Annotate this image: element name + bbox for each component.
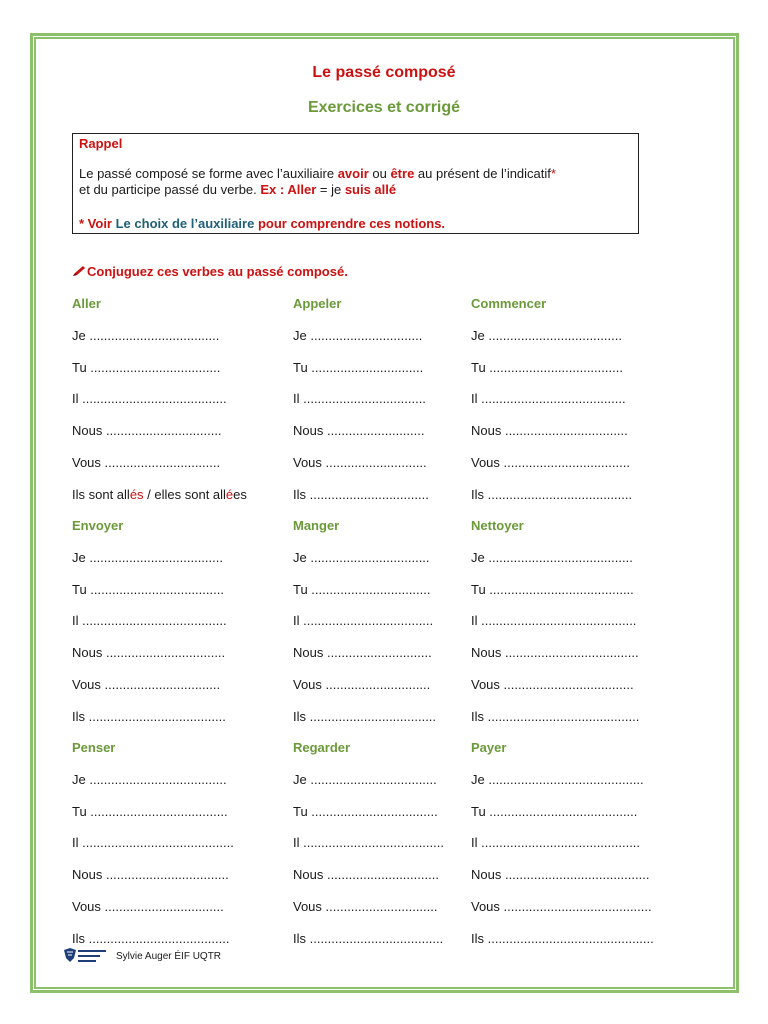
rappel-see: * Voir	[79, 216, 116, 231]
rappel-text: Le passé composé se forme avec l’auxiliaire	[79, 166, 338, 181]
footer-author: Sylvie Auger ÉIF UQTR	[116, 950, 222, 962]
rappel-text: et du participe passé du verbe.	[79, 182, 261, 197]
conjugation-blank[interactable]: Je ...........................................	[471, 772, 644, 787]
pencil-icon	[72, 265, 86, 277]
verb-heading: Commencer	[471, 296, 547, 311]
verb-heading: Regarder	[293, 740, 351, 755]
verb-heading: Nettoyer	[471, 518, 524, 533]
conjugation-blank[interactable]: Je ......................................	[72, 772, 227, 787]
auxiliaire-link[interactable]: Le choix de l’auxiliaire	[115, 216, 255, 231]
rappel-box	[72, 133, 639, 234]
conjugation-blank[interactable]: Il ........................................	[471, 391, 626, 407]
conjugation-blank[interactable]: Nous ...........................	[293, 423, 425, 439]
example-text: es	[233, 486, 247, 502]
conjugation-blank[interactable]: Tu .................................	[293, 581, 431, 597]
example-text: / elles sont all	[143, 486, 226, 502]
conjugation-blank[interactable]: Il ..........................................	[72, 835, 234, 851]
conjugation-blank[interactable]: Nous .............................	[293, 645, 432, 661]
footer	[62, 946, 221, 966]
rappel-text: au présent de l’indicatif	[414, 166, 551, 181]
conjugation-blank[interactable]: Ils ...................................	[293, 708, 437, 724]
conjugation-blank[interactable]: Ils ..............................................	[471, 930, 654, 946]
conjugation-blank[interactable]: Tu .....................................	[72, 581, 224, 597]
conjugation-blank[interactable]: Je ...............................	[293, 328, 423, 343]
conjugation-blank[interactable]: Je ...................................	[293, 772, 437, 787]
conjugation-blank[interactable]: Il .......................................	[293, 835, 444, 851]
rappel-text: ou	[368, 166, 391, 181]
rappel-text: = je	[316, 182, 345, 197]
conjugation-blank[interactable]: Nous ..................................	[72, 867, 229, 883]
conjugation-blank[interactable]: Vous ................................	[72, 454, 221, 470]
agreement-ending: é	[225, 486, 234, 502]
conjugation-blank[interactable]: Tu ........................................	[471, 581, 634, 597]
rappel-etre: être	[390, 166, 415, 181]
rappel-heading: Rappel	[79, 136, 123, 151]
page-title: Le passé composé	[312, 64, 456, 81]
conjugation-blank[interactable]: Il ....................................	[293, 613, 434, 629]
conjugation-blank[interactable]: Vous .................................	[72, 898, 224, 914]
conjugation-blank[interactable]: Je .....................................	[72, 550, 223, 565]
conjugation-blank[interactable]: Il ........................................	[72, 613, 227, 629]
conjugation-blank[interactable]: Vous ...................................	[471, 454, 630, 470]
verb-heading: Aller	[72, 296, 101, 311]
rappel-line-3	[79, 216, 445, 232]
conjugation-example	[72, 487, 247, 502]
conjugation-blank[interactable]: Nous .....................................	[471, 645, 639, 661]
conjugation-blank[interactable]: Tu .........................................	[471, 803, 638, 819]
conjugation-blank[interactable]: Tu ...................................	[293, 803, 438, 819]
conjugation-blank[interactable]: Vous ............................	[293, 454, 427, 470]
rappel-line-1	[79, 166, 556, 182]
rappel-avoir: avoir	[337, 166, 369, 181]
conjugation-blank[interactable]: Vous ................................	[72, 676, 221, 692]
conjugation-blank[interactable]: Vous .........................................	[471, 898, 652, 914]
conjugation-blank[interactable]: Il ............................................	[471, 835, 641, 851]
conjugation-blank[interactable]: Nous ................................	[72, 423, 222, 439]
conjugation-blank[interactable]: Tu ....................................	[72, 359, 221, 375]
verb-heading: Payer	[471, 740, 507, 755]
conjugation-blank[interactable]: Nous ........................................	[471, 867, 650, 883]
conjugation-blank[interactable]: Ils .....................................	[293, 930, 444, 946]
conjugation-blank[interactable]: Tu ......................................	[72, 803, 228, 819]
verb-heading: Envoyer	[72, 518, 124, 533]
verb-heading: Penser	[72, 740, 116, 755]
conjugation-blank[interactable]: Je .....................................	[471, 328, 622, 343]
conjugation-blank[interactable]: Ils ......................................	[72, 708, 226, 724]
conjugation-blank[interactable]: Tu ...............................	[293, 359, 424, 375]
conjugation-blank[interactable]: Je ........................................	[471, 550, 633, 565]
conjugation-blank[interactable]: Ils .......................................	[72, 930, 230, 946]
conjugation-blank[interactable]: Nous .................................	[72, 645, 226, 661]
rappel-asterisk: *	[550, 166, 556, 181]
rappel-see-rest: pour comprendre ces notions.	[254, 216, 446, 231]
example-text: Ils sont all	[72, 486, 130, 502]
conjugation-blank[interactable]: Nous ..................................	[471, 423, 628, 439]
conjugation-blank[interactable]: Tu .....................................	[471, 359, 623, 375]
conjugation-blank[interactable]: Vous .............................	[293, 676, 431, 692]
conjugation-blank[interactable]: Il ...........................................	[471, 613, 637, 629]
conjugation-blank[interactable]: Nous ...............................	[293, 867, 439, 883]
verb-heading: Appeler	[293, 296, 342, 311]
conjugation-blank[interactable]: Ils ..........................................	[471, 708, 640, 724]
conjugation-blank[interactable]: Il ........................................	[72, 391, 227, 407]
instruction-text: Conjuguez ces verbes au passé composé.	[87, 264, 348, 279]
rappel-suis-alle: suis allé	[344, 182, 397, 197]
verb-heading: Manger	[293, 518, 340, 533]
conjugation-blank[interactable]: Je ....................................	[72, 328, 220, 343]
conjugation-blank[interactable]: Je .................................	[293, 550, 430, 565]
rappel-line-2	[79, 182, 396, 198]
school-logo-icon	[62, 946, 112, 966]
rappel-example: Ex : Aller	[260, 182, 317, 197]
conjugation-blank[interactable]: Il ..................................	[293, 391, 426, 407]
page-subtitle: Exercices et corrigé	[307, 99, 461, 116]
agreement-ending: és	[129, 486, 144, 502]
conjugation-blank[interactable]: Vous ....................................	[471, 676, 634, 692]
conjugation-blank[interactable]: Ils .................................	[293, 486, 429, 502]
conjugation-blank[interactable]: Vous ...............................	[293, 898, 438, 914]
conjugation-blank[interactable]: Ils ........................................	[471, 486, 633, 502]
instruction	[72, 264, 348, 279]
